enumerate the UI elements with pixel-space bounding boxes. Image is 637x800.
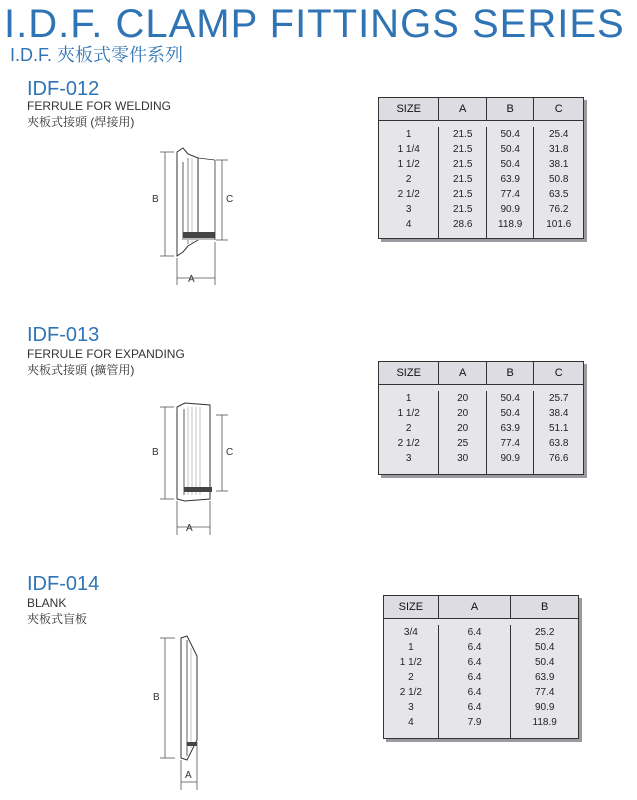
table-cell: 6.4 <box>467 657 482 668</box>
dim-c-label: C <box>226 194 234 205</box>
table-cell: 101.6 <box>546 219 572 230</box>
table-cell: 63.8 <box>548 438 569 449</box>
dim-a-label: A <box>185 770 192 781</box>
table-cell: 1 <box>405 393 412 404</box>
table-header: B <box>486 362 534 384</box>
table-cell: 50.4 <box>534 657 555 668</box>
table-cell: 76.2 <box>548 204 569 215</box>
table-header: B <box>510 596 578 618</box>
table-cell: 50.8 <box>548 174 569 185</box>
dim-b-label: B <box>152 194 159 205</box>
table-cell: 51.1 <box>548 423 569 434</box>
section-name-en: FERRULE FOR WELDING <box>27 99 172 113</box>
table-cell: 1 <box>408 642 414 653</box>
table-cell: 30 <box>457 453 469 464</box>
table-cell: 63.9 <box>534 672 555 683</box>
section-code: IDF-012 <box>27 78 100 100</box>
page-title: I.D.F. CLAMP FITTINGS SERIES <box>4 2 625 46</box>
table-cell: 2 1/2 <box>397 189 420 200</box>
table-header: A <box>438 98 486 120</box>
section-code: IDF-014 <box>27 573 100 595</box>
table-cell: 20 <box>457 393 469 404</box>
table-cell: 3 <box>405 204 412 215</box>
blank-drawing <box>145 630 235 795</box>
table-cell: 90.9 <box>534 702 555 713</box>
table-cell: 90.9 <box>500 453 520 464</box>
table-header: SIZE <box>398 601 424 613</box>
dim-a-label: A <box>186 523 193 534</box>
table-cell: 50.4 <box>500 393 520 404</box>
table-cell: 50.4 <box>500 408 520 419</box>
table-cell: 21.5 <box>452 189 473 200</box>
table-cell: 1 1/2 <box>399 657 422 668</box>
section-name-zh: 夾板式接頭 (擴管用) <box>27 363 135 377</box>
table-cell: 77.4 <box>500 438 520 449</box>
page-subtitle: I.D.F. 夾板式零件系列 <box>10 45 184 65</box>
table-header: SIZE <box>396 103 421 115</box>
table-cell: 63.9 <box>500 423 520 434</box>
table-cell: 6.4 <box>467 702 482 713</box>
table-cell: 1 <box>405 129 412 140</box>
table-cell: 50.4 <box>500 129 520 140</box>
table-header: C <box>533 98 583 120</box>
table-cell: 4 <box>405 219 412 230</box>
table-header: A <box>438 596 511 618</box>
table-cell: 2 1/2 <box>399 687 422 698</box>
table-cell: 1 1/2 <box>397 159 420 170</box>
section-code: IDF-013 <box>27 324 100 346</box>
table-cell: 7.9 <box>467 717 482 728</box>
section-name-en: BLANK <box>27 596 67 610</box>
table-cell: 3/4 <box>403 627 418 638</box>
table-cell: 50.4 <box>500 159 520 170</box>
table-cell: 1 1/2 <box>397 408 420 419</box>
table-cell: 20 <box>457 423 469 434</box>
table-cell: 2 <box>405 174 412 185</box>
spec-table-idf-014 <box>383 595 579 739</box>
section-name-en: FERRULE FOR EXPANDING <box>27 347 185 361</box>
dim-c-label: C <box>226 447 234 458</box>
table-cell: 90.9 <box>500 204 520 215</box>
table-cell: 25.2 <box>534 627 555 638</box>
table-cell: 25.4 <box>548 129 569 140</box>
table-header: B <box>486 98 534 120</box>
table-cell: 118.9 <box>498 219 523 230</box>
table-cell: 6.4 <box>467 642 482 653</box>
table-cell: 2 1/2 <box>397 438 420 449</box>
table-cell: 21.5 <box>452 159 473 170</box>
table-cell: 6.4 <box>467 687 482 698</box>
ferrule-welding-drawing <box>140 140 250 290</box>
table-cell: 77.4 <box>500 189 520 200</box>
table-cell: 38.4 <box>548 408 569 419</box>
dim-a-label: A <box>188 274 195 285</box>
table-cell: 21.5 <box>452 204 473 215</box>
table-cell: 28.6 <box>452 219 473 230</box>
dim-b-label: B <box>153 692 160 703</box>
table-cell: 38.1 <box>548 159 569 170</box>
table-cell: 1 1/4 <box>397 144 420 155</box>
spec-table-idf-013 <box>378 361 584 475</box>
table-cell: 3 <box>408 702 414 713</box>
table-cell: 77.4 <box>534 687 555 698</box>
table-cell: 6.4 <box>467 672 482 683</box>
table-cell: 50.4 <box>500 144 520 155</box>
table-cell: 31.8 <box>548 144 569 155</box>
ferrule-expanding-drawing <box>140 395 250 540</box>
table-cell: 20 <box>457 408 469 419</box>
table-cell: 2 <box>408 672 414 683</box>
table-cell: 76.6 <box>548 453 569 464</box>
table-header: C <box>533 362 583 384</box>
table-cell: 63.9 <box>500 174 520 185</box>
spec-table-idf-012 <box>378 97 584 239</box>
table-header: SIZE <box>396 367 421 379</box>
table-cell: 2 <box>405 423 412 434</box>
table-cell: 25.7 <box>548 393 569 404</box>
table-cell: 21.5 <box>452 174 473 185</box>
table-cell: 21.5 <box>452 129 473 140</box>
table-cell: 63.5 <box>548 189 569 200</box>
table-cell: 6.4 <box>467 627 482 638</box>
section-name-zh: 夾板式盲板 <box>27 612 88 626</box>
dim-b-label: B <box>152 447 159 458</box>
table-cell: 21.5 <box>452 144 473 155</box>
table-cell: 50.4 <box>534 642 555 653</box>
table-header: A <box>438 362 486 384</box>
section-name-zh: 夾板式接頭 (焊接用) <box>27 115 135 129</box>
table-cell: 25 <box>457 438 469 449</box>
table-cell: 118.9 <box>532 717 557 728</box>
table-cell: 4 <box>408 717 414 728</box>
table-cell: 3 <box>405 453 412 464</box>
